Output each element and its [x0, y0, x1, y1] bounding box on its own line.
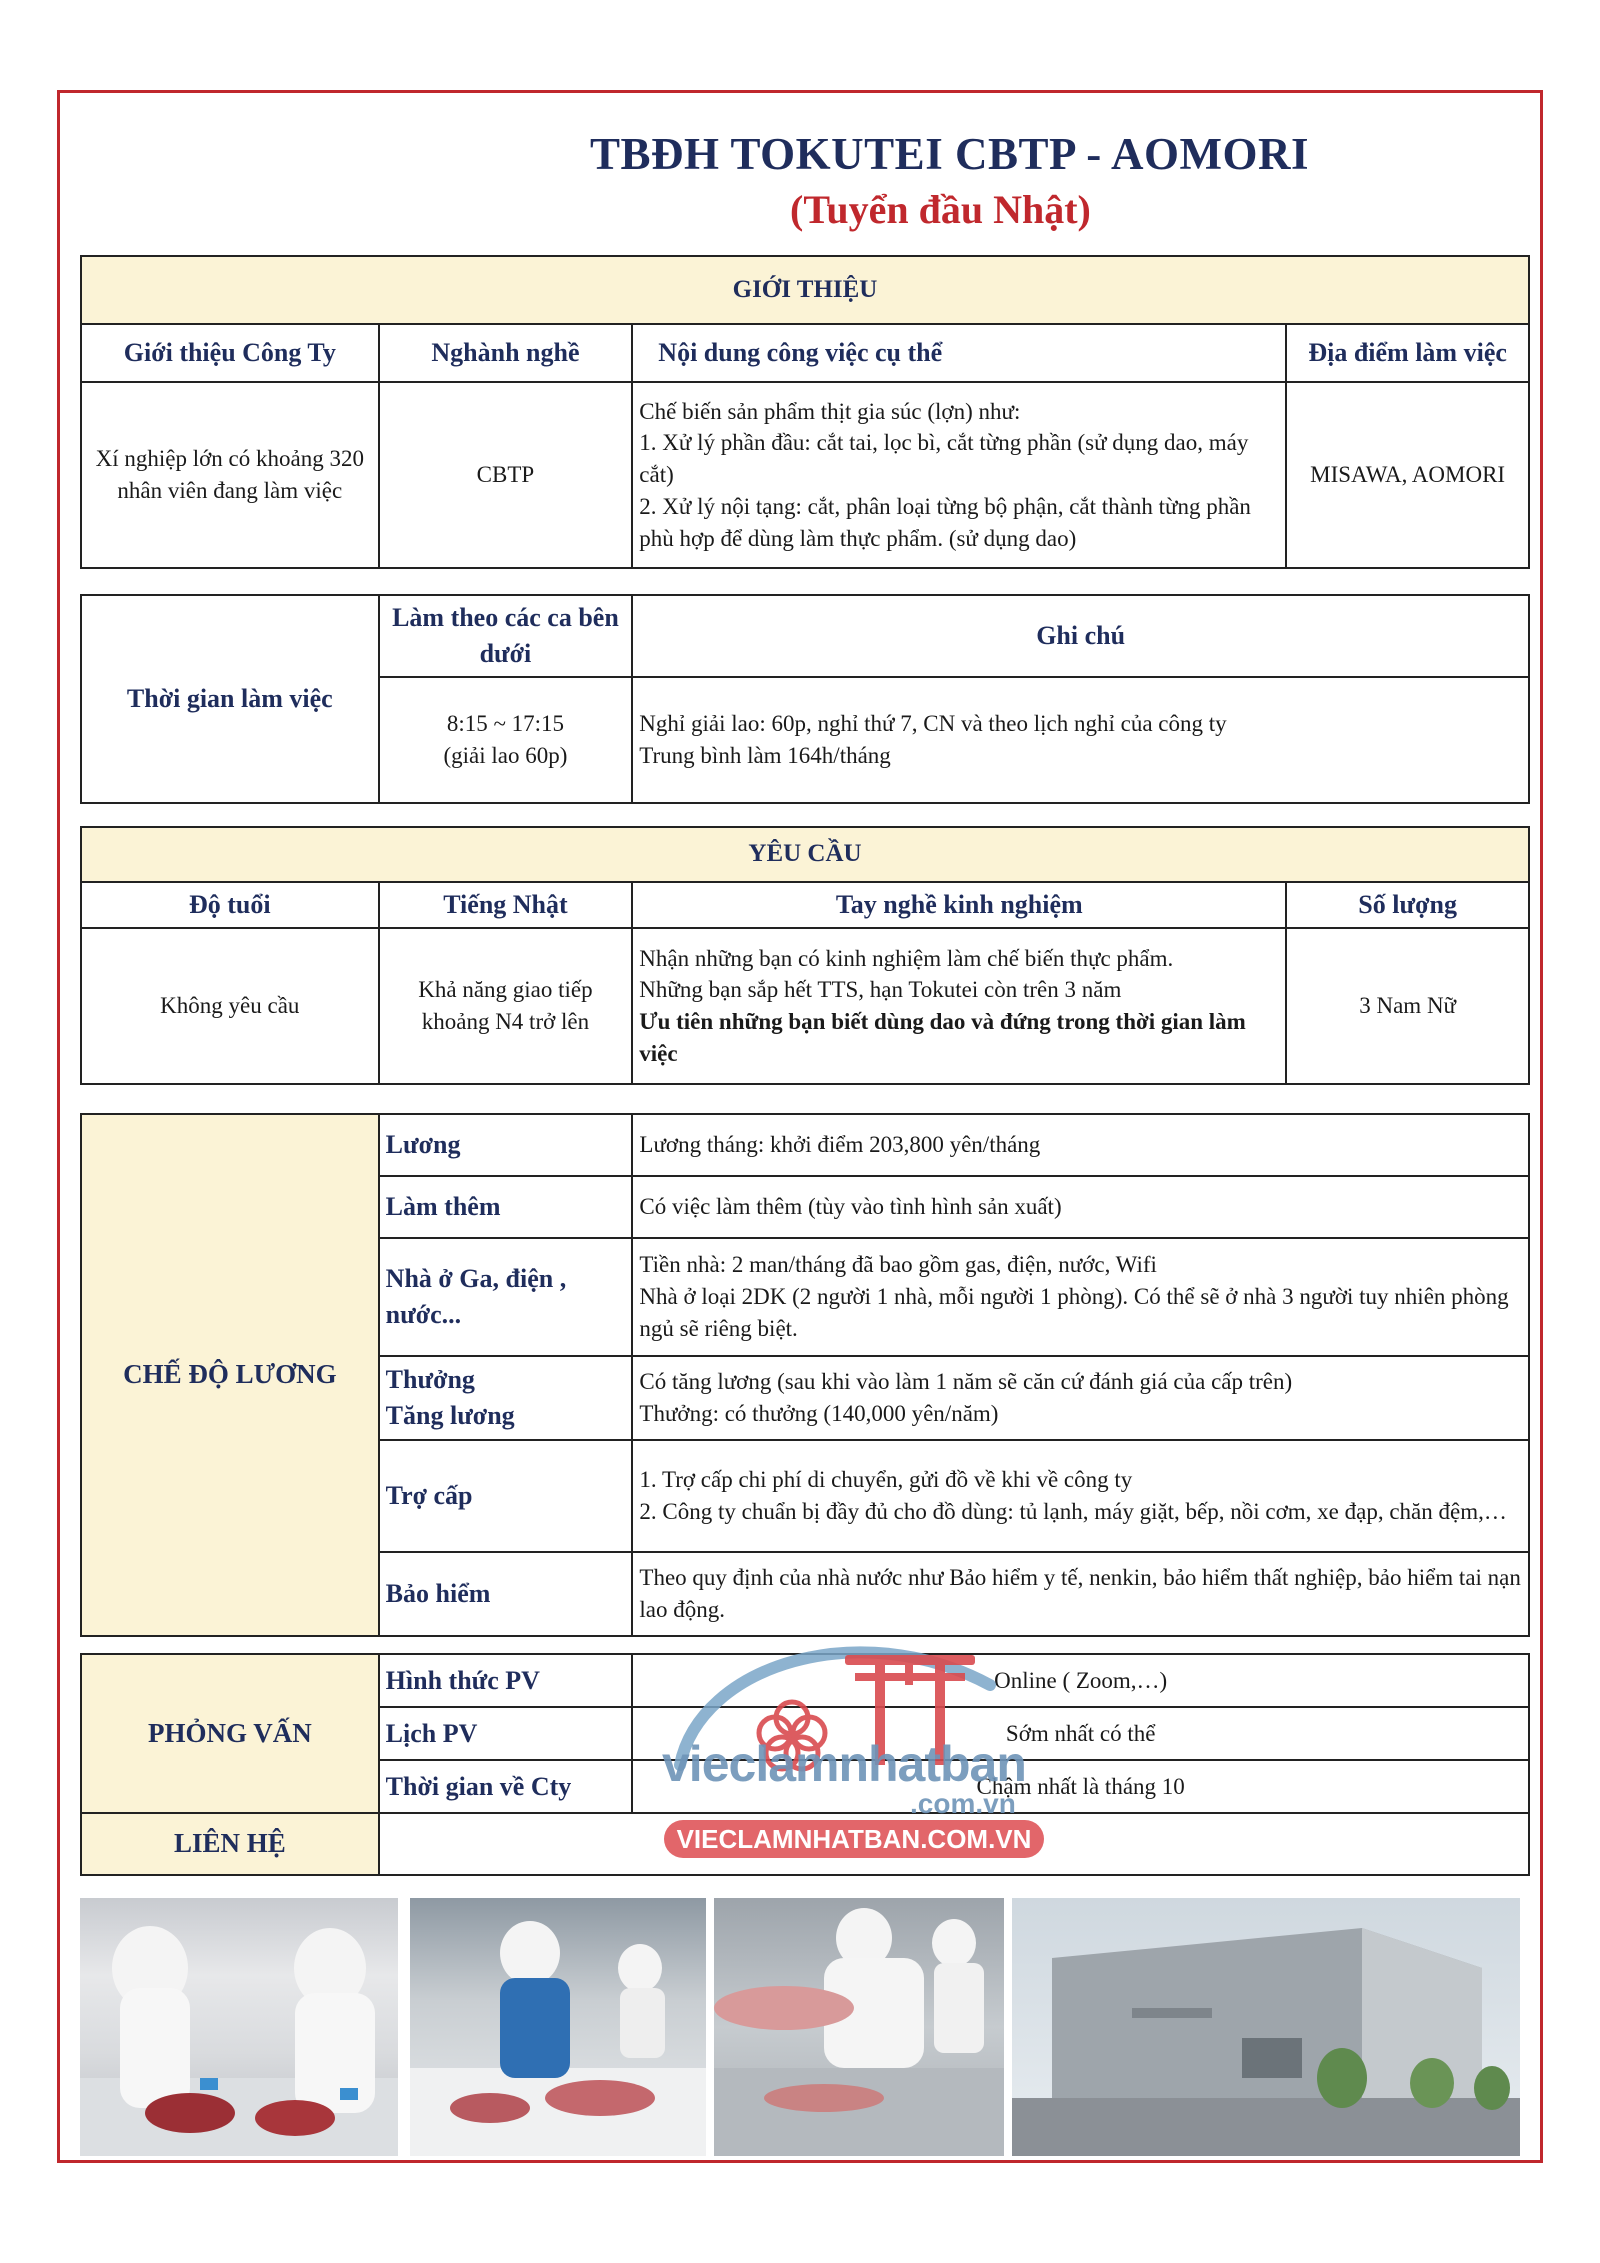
photo-meat-processing [714, 1898, 1004, 2156]
requirements-table [80, 826, 1530, 1085]
housing-value: Tiền nhà: 2 man/tháng đã bao gồm gas, điện, nước, Wifi Nhà ở loại 2DK (2 người 1 nhà, mỗi người 1 phòng). Có thể sẽ ở nhà 3 người tuy nhiên phòng ngủ sẽ riêng biệt. [632, 1238, 1529, 1356]
requirements-section-title: YÊU CẦU [81, 827, 1529, 882]
col-header-age: Độ tuổi [81, 882, 379, 928]
interview-schedule-value: Sớm nhất có thể [632, 1707, 1529, 1760]
overtime-value: Có việc làm thêm (tùy vào tình hình sản xuất) [632, 1176, 1529, 1238]
interview-section-label: PHỎNG VẤN [81, 1654, 379, 1813]
col-header-note: Ghi chú [632, 595, 1529, 677]
bonus-label: Thưởng Tăng lương [379, 1356, 633, 1440]
interview-format-label: Hình thức PV [379, 1654, 633, 1707]
col-header-job [632, 324, 1286, 382]
watermark-logo [660, 1615, 1040, 1855]
age-value: Không yêu cầu [81, 928, 379, 1084]
arrival-time-value: Chậm nhất là tháng 10 [632, 1760, 1529, 1813]
allowance-value: 1. Trợ cấp chi phí di chuyển, gửi đồ về khi về công ty 2. Công ty chuẩn bị đầy đủ cho đồ dùng: tủ lạnh, máy giặt, bếp, nồi cơm, xe đạp, chăn đệm,… [632, 1440, 1529, 1552]
interview-format-value: Online ( Zoom,…) [632, 1654, 1529, 1707]
col-header-japanese: Tiếng Nhật [379, 882, 633, 928]
worktime-label: Thời gian làm việc [81, 595, 379, 803]
note-line-1: Nghỉ giải lao: 60p, nghỉ thứ 7, CN và theo lịch nghỉ của công ty [639, 711, 1227, 737]
page-subtitle: (Tuyển đầu Nhật) [790, 187, 1091, 232]
col-header-job-text: Nội dung công việc cụ thể [658, 338, 943, 368]
industry-value: CBTP [379, 382, 633, 568]
page-title: TBĐH TOKUTEI CBTP - AOMORI [590, 129, 1309, 179]
job-line-3: 2. Xử lý nội tạng: cắt, phân loại từng bộ phận, cắt thành từng phần phù hợp để dùng làm thực phẩm. (sử dụng dao) [639, 493, 1251, 551]
shift-time-range: 8:15 ~ 17:15 [446, 711, 565, 737]
job-description [632, 382, 1286, 568]
company-description: Xí nghiệp lớn có khoảng 320 nhân viên đang làm việc [81, 382, 379, 568]
note-line-2: Trung bình làm 164h/tháng [639, 742, 891, 768]
quantity-value: 3 Nam Nữ [1286, 928, 1529, 1084]
photo-factory-building-graphic [1012, 1898, 1520, 2156]
insurance-label: Bảo hiểm [379, 1552, 633, 1636]
col-header-quantity: Số lượng [1286, 882, 1529, 928]
col-header-industry: Nghành nghề [379, 324, 633, 382]
allowance-label: Trợ cấp [379, 1440, 633, 1552]
japanese-value: Khả năng giao tiếp khoảng N4 trở lên [379, 928, 633, 1084]
watermark-banner: VIECLAMNHATBAN.COM.VN [664, 1820, 1044, 1858]
contact-label: LIÊN HỆ [81, 1813, 379, 1875]
salary-row-label: Lương [379, 1114, 633, 1176]
photo-meat-processing-graphic [714, 1898, 1004, 2156]
job-line-1: Chế biến sản phẩm thịt gia súc (lợn) như: [639, 398, 1021, 424]
photo-worker-blue-apron-graphic [410, 1898, 706, 2156]
interview-schedule-label: Lịch PV [379, 1707, 633, 1760]
photo-worker-blue-apron [410, 1898, 706, 2156]
watermark-brand: vieclamnhatban [662, 1736, 1026, 1792]
skill-line-2: Những bạn sắp hết TTS, hạn Tokutei còn trên 3 năm [639, 977, 1122, 1003]
intro-section-title: GIỚI THIỆU [81, 256, 1529, 324]
housing-label: Nhà ở Ga, điện , nước... [379, 1238, 633, 1356]
intro-table [80, 255, 1530, 569]
arrival-time-label: Thời gian về Cty [379, 1760, 633, 1813]
worktime-table [80, 594, 1530, 804]
shift-time [379, 677, 633, 803]
job-line-2: 1. Xử lý phần đầu: cắt tai, lọc bì, cắt từng phần (sử dụng dao, máy cắt) [639, 430, 1249, 488]
photo-workers-cutting [80, 1898, 398, 2156]
location-value: MISAWA, AOMORI [1286, 382, 1529, 568]
bonus-value: Có tăng lương (sau khi vào làm 1 năm sẽ căn cứ đánh giá của cấp trên) Thưởng: có thưởng (140,000 yên/năm) [632, 1356, 1529, 1440]
photo-workers-cutting-graphic [80, 1898, 398, 2156]
skill-line-3: Ưu tiên những bạn biết dùng dao và đứng trong thời gian làm việc [639, 1009, 1246, 1066]
worktime-note [632, 677, 1529, 803]
watermark-domain: .com.vn [910, 1788, 1016, 1819]
col-header-location: Địa điểm làm việc [1286, 324, 1529, 382]
insurance-value: Theo quy định của nhà nước như Bảo hiểm y tế, nenkin, bảo hiểm thất nghiệp, bảo hiểm tai nạn lao động. [632, 1552, 1529, 1636]
col-header-skill: Tay nghề kinh nghiệm [632, 882, 1286, 928]
skill-value [632, 928, 1286, 1084]
photo-factory-building [1012, 1898, 1520, 2156]
salary-section-label: CHẾ ĐỘ LƯƠNG [81, 1114, 379, 1636]
salary-table [80, 1113, 1530, 1637]
salary-row-value: Lương tháng: khởi điểm 203,800 yên/tháng [632, 1114, 1529, 1176]
col-header-shift: Làm theo các ca bên dưới [379, 595, 633, 677]
col-header-company: Giới thiệu Công Ty [81, 324, 379, 382]
skill-line-1: Nhận những bạn có kinh nghiệm làm chế biến thực phẩm. [639, 945, 1174, 971]
overtime-label: Làm thêm [379, 1176, 633, 1238]
shift-break: (giải lao 60p) [443, 742, 568, 768]
